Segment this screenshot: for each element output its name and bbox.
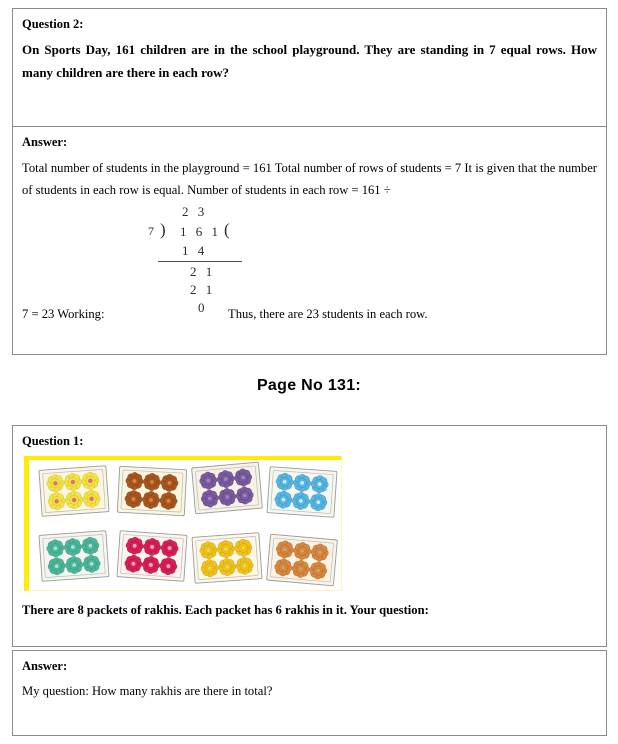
division-paren-right: (	[224, 219, 230, 239]
answer-2-section	[13, 127, 606, 333]
division-rule-line	[158, 261, 242, 262]
division-quotient: 2 3	[182, 203, 208, 219]
answer-2-conclusion-text: Thus, there are 23 students in each row.	[228, 306, 428, 321]
answer-1-card	[12, 650, 607, 736]
division-dividend: 1 6 1	[180, 223, 221, 239]
question-2-text: On Sports Day, 161 children are in the school playground. They are standing in 7 equal rows. How many children are there in each row?	[22, 41, 597, 80]
division-subtract-1: 1 4	[182, 242, 208, 258]
rakhi-packets-image	[24, 456, 342, 591]
question-2-card	[12, 8, 607, 355]
packet-crimson	[115, 527, 188, 584]
packet-yellow	[37, 462, 110, 519]
question-2-label: Question 2:	[22, 17, 84, 31]
question-2-section	[13, 9, 606, 126]
answer-2-working-text: 7 = 23 Working:	[22, 306, 105, 321]
answer-1-text: My question: How many rakhis are there in total?	[22, 683, 273, 698]
division-divisor: 7	[148, 223, 154, 238]
packet-purple	[190, 459, 264, 517]
packet-lightblue	[265, 463, 338, 520]
packet-copper	[265, 531, 339, 589]
division-remainder-1: 2 1	[190, 263, 216, 279]
question-1-section	[13, 426, 606, 626]
division-final-remainder: 0	[198, 299, 205, 315]
packet-teal	[37, 527, 110, 584]
packet-brown	[116, 463, 189, 519]
answer-2-label: Answer:	[22, 135, 68, 149]
question-1-label: Question 1:	[22, 434, 84, 448]
page-heading: Page No 131:	[256, 377, 362, 394]
division-subtract-2: 2 1	[190, 281, 216, 297]
division-paren-left: )	[160, 219, 166, 239]
answer-1-label: Answer:	[22, 659, 68, 673]
answer-2-text: Total number of students in the playground = 161 Total number of rows of students = 7 It is given that the number of students in each row is equal. Number of students in each row = 161 ÷	[22, 160, 597, 197]
question-1-card	[12, 425, 607, 647]
answer-1-section	[13, 651, 606, 707]
packet-gold	[190, 529, 263, 586]
question-1-caption: There are 8 packets of rakhis. Each packet has 6 rakhis in it. Your question:	[22, 602, 429, 617]
answer-2-closing	[22, 307, 597, 327]
